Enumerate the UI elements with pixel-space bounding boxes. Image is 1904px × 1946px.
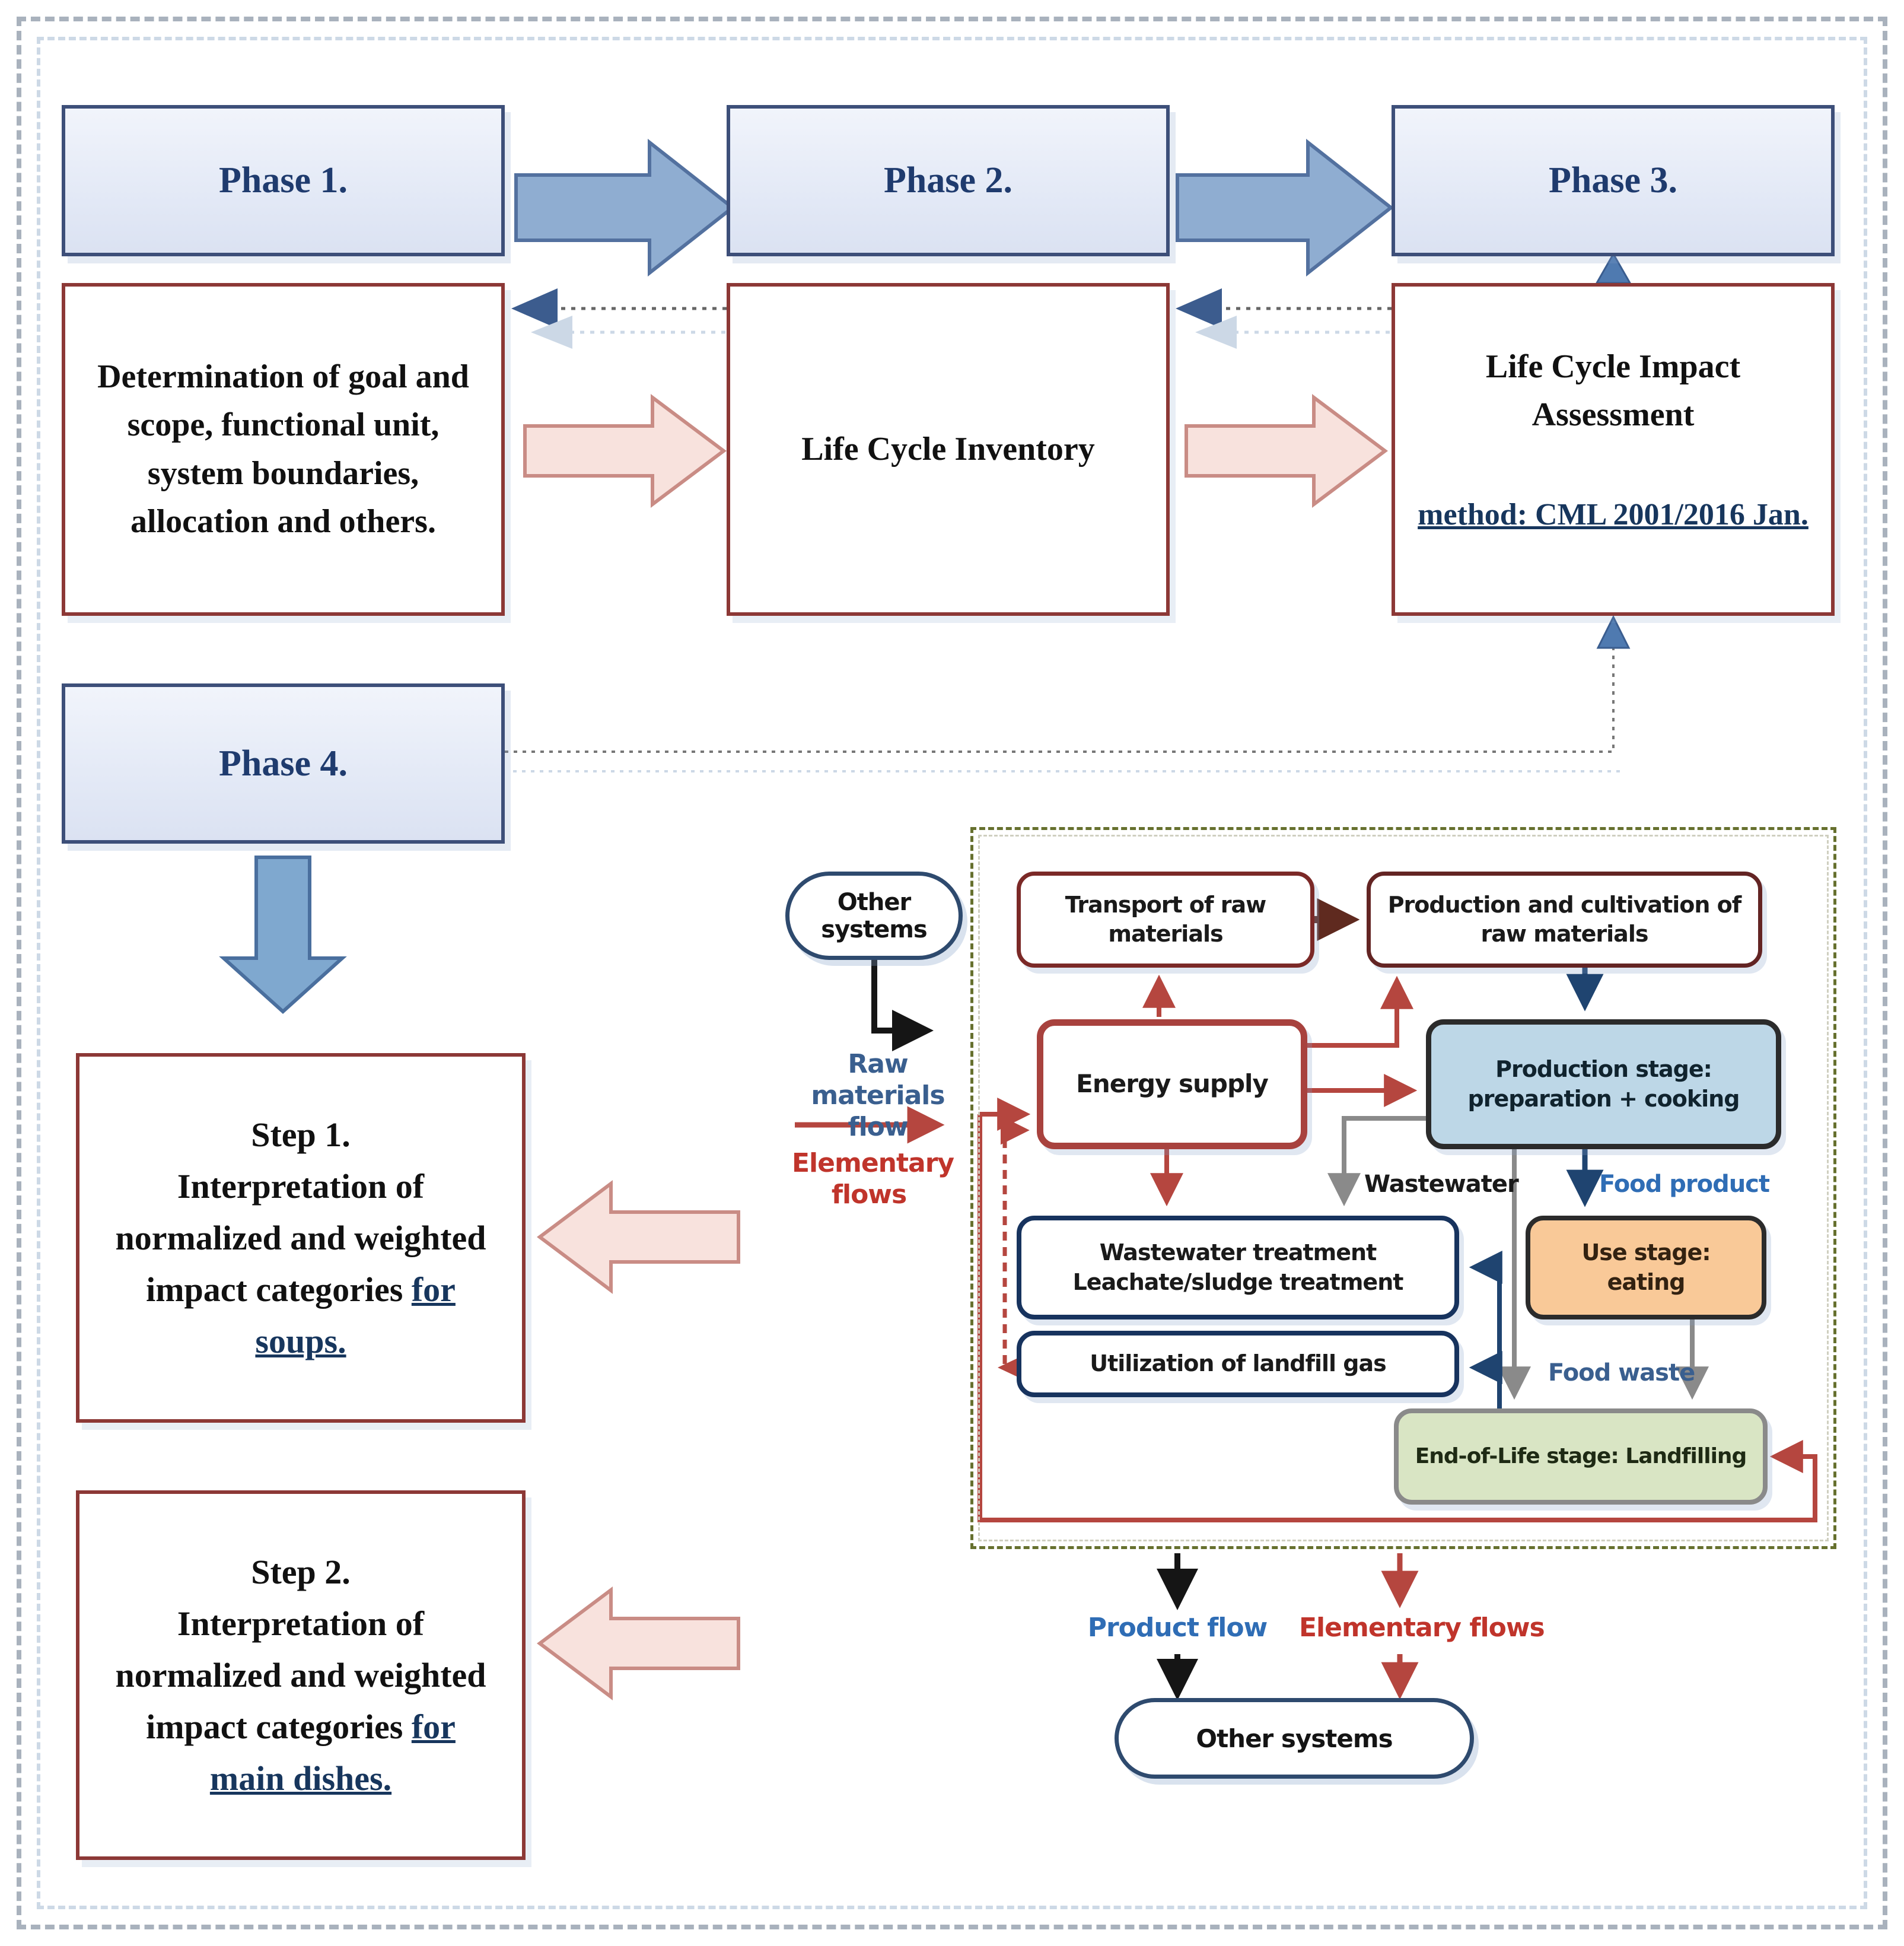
use-stage-box <box>1526 1216 1766 1319</box>
lcia-method: method: CML 2001/2016 Jan. <box>1418 498 1809 532</box>
step1-link: for soups. <box>255 1270 456 1360</box>
lcia-box <box>1392 283 1835 616</box>
raw-materials-flow-text: Raw materials flow <box>811 1049 945 1142</box>
landfill-gas-text: Utilization of landfill gas <box>1090 1350 1386 1377</box>
transport-text: Transport of raw materials <box>1065 891 1266 947</box>
phase2-label: Phase 2. <box>884 160 1013 201</box>
other-systems-top-label: Other systems <box>821 888 927 943</box>
product-flow-text: Product flow <box>1087 1613 1268 1643</box>
landfill-gas-box <box>1017 1331 1459 1397</box>
eol-box <box>1394 1408 1768 1505</box>
product-flow-label <box>1080 1613 1275 1644</box>
eol-text: End-of-Life stage: Landfilling <box>1415 1443 1747 1468</box>
production-stage-line2: preparation + cooking <box>1467 1085 1740 1112</box>
food-waste-label <box>1548 1359 1695 1387</box>
step1-box <box>76 1053 526 1423</box>
wwt-box <box>1017 1216 1459 1319</box>
phase1-box <box>62 105 505 256</box>
phase4-label: Phase 4. <box>219 743 348 784</box>
food-waste-text: Food waste <box>1548 1359 1695 1387</box>
elementary-flows-out-label <box>1299 1613 1545 1644</box>
step2-body <box>106 1598 495 1804</box>
wastewater-label <box>1364 1170 1518 1198</box>
use-stage-line2: eating <box>1607 1268 1685 1295</box>
elementary-flows-out-text: Elementary flows <box>1299 1613 1545 1643</box>
step2-box <box>76 1490 526 1860</box>
production-stage-box <box>1426 1019 1781 1149</box>
step2-link: for main dishes. <box>209 1707 456 1798</box>
wwt-line2: Leachate/sludge treatment <box>1072 1268 1403 1295</box>
step2-title: Step 2. <box>251 1553 351 1591</box>
phase2-box <box>727 105 1170 256</box>
step1-title: Step 1. <box>251 1115 351 1154</box>
energy-supply-box <box>1037 1019 1307 1149</box>
use-stage-line1: Use stage: <box>1581 1239 1711 1266</box>
step2-body-text: Interpretation of normalized and weighted impact categories <box>115 1604 486 1746</box>
production-cultivation-line2: raw materials <box>1480 921 1648 947</box>
other-systems-top <box>785 872 963 960</box>
lci-text: Life Cycle Inventory <box>801 430 1095 468</box>
phase4-box <box>62 683 505 844</box>
food-product-label <box>1599 1170 1770 1198</box>
production-cultivation-line1: Production and cultivation of <box>1387 891 1741 918</box>
step1-body <box>106 1160 495 1367</box>
phase3-box <box>1392 105 1835 256</box>
lcia-title: Life Cycle Impact Assessment <box>1485 348 1741 434</box>
wastewater-text: Wastewater <box>1364 1171 1518 1198</box>
elementary-flows-in-label <box>792 1148 954 1211</box>
wwt-line1: Wastewater treatment <box>1099 1239 1377 1266</box>
transport-box <box>1017 872 1314 968</box>
raw-materials-flow-label <box>789 1049 967 1143</box>
energy-supply-text: Energy supply <box>1076 1069 1268 1099</box>
food-product-text: Food product <box>1599 1171 1770 1198</box>
goal-scope-text: Determination of goal and scope, functional unit, system boundaries, allocation and others. <box>97 358 469 540</box>
step1-body-text: Interpretation of normalized and weighted impact categories <box>115 1167 486 1309</box>
elementary-flows-in-text: Elementary flows <box>792 1148 954 1210</box>
production-cultivation-box <box>1367 872 1762 968</box>
goal-scope-box <box>62 283 505 616</box>
phase1-label: Phase 1. <box>219 160 348 201</box>
lci-box <box>727 283 1170 616</box>
production-stage-line1: Production stage: <box>1495 1056 1712 1083</box>
other-systems-bottom <box>1115 1698 1474 1779</box>
phase3-label: Phase 3. <box>1549 160 1677 201</box>
other-systems-bottom-label: Other systems <box>1196 1724 1393 1753</box>
